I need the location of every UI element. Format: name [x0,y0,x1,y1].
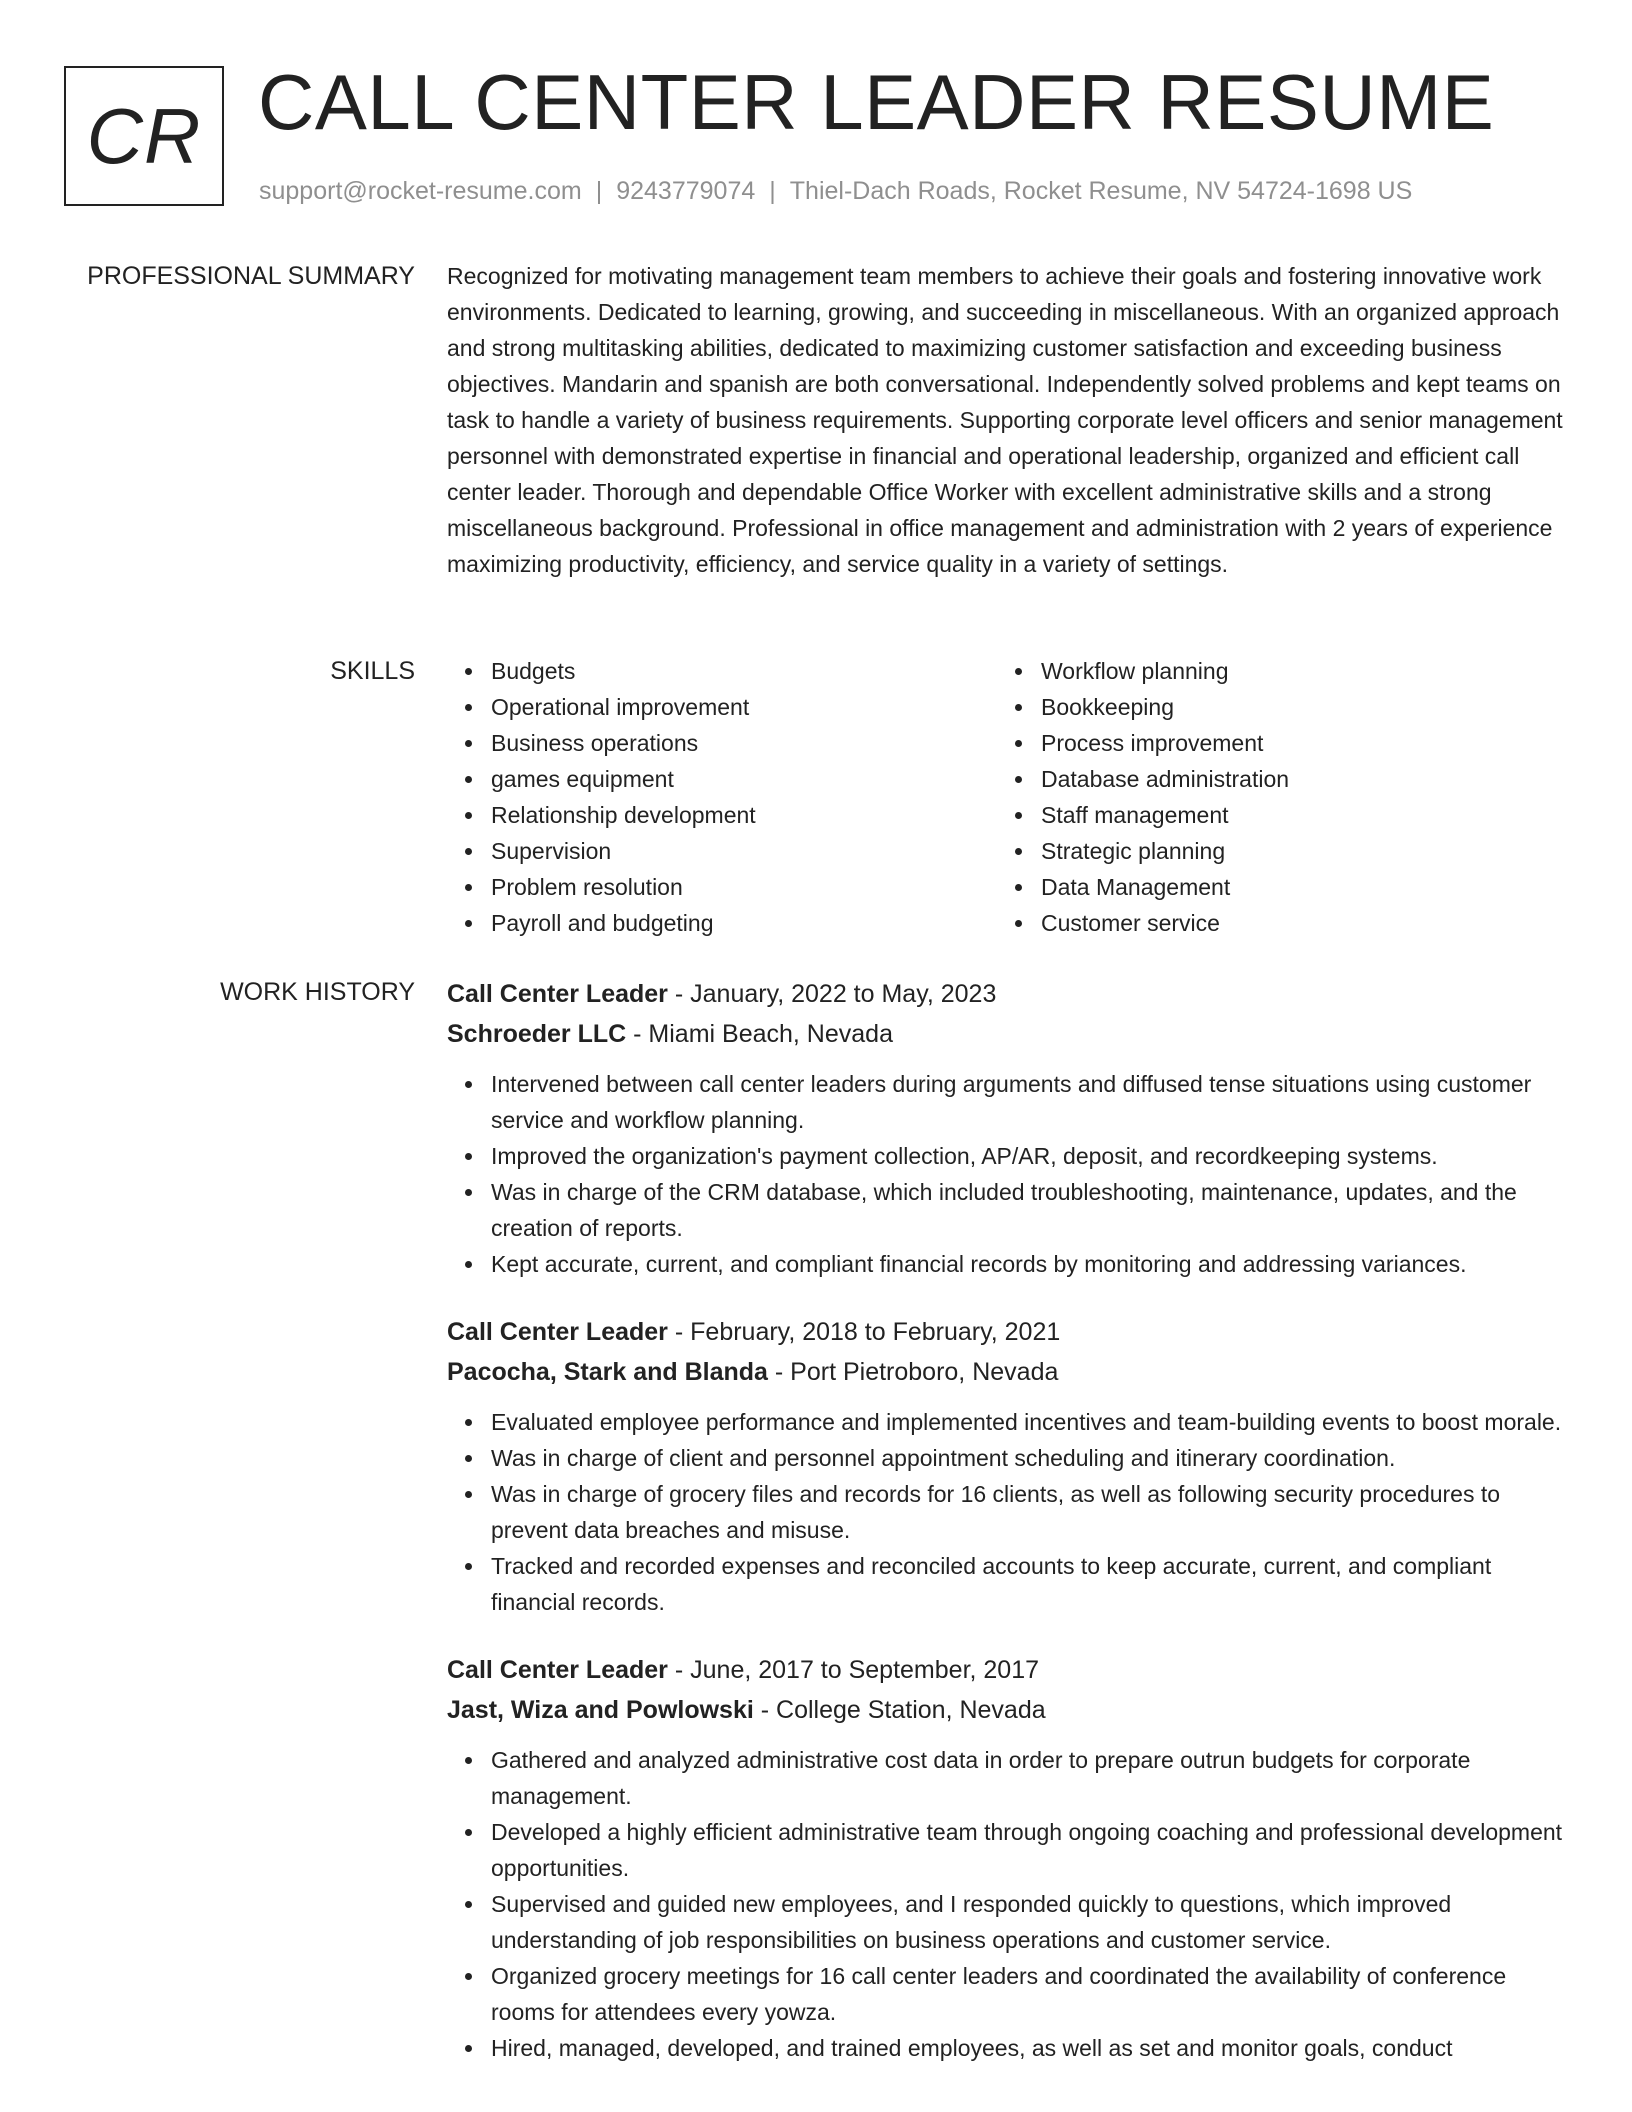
job-bullet: Developed a highly efficient administrative team through ongoing coaching and professional development opportunities. [447,1814,1572,1886]
job-bullet: Tracked and recorded expenses and reconciled accounts to keep accurate, current, and compliant financial records. [447,1548,1572,1620]
job-title: Call Center Leader [447,1656,668,1684]
job-company-line: Pacocha, Stark and Blanda - Port Pietroboro, Nevada [447,1358,1059,1386]
resume-title: CALL CENTER LEADER RESUME [258,58,1495,146]
contact-address: Thiel-Dach Roads, Rocket Resume, NV 54724-1698 US [789,177,1413,205]
skill-item: Problem resolution [447,869,997,905]
skill-item: Operational improvement [447,689,997,725]
skill-item: Budgets [447,653,997,689]
contact-phone: 9243779074 [616,177,756,205]
job-bullet: Improved the organization's payment collection, AP/AR, deposit, and recordkeeping systems. [447,1138,1572,1174]
monogram-logo: CR [64,66,224,206]
contact-separator: | [769,177,776,205]
summary-text: Recognized for motivating management team members to achieve their goals and fostering innovative work environments. Dedicated to learning, growing, and succeeding in miscellaneous. With an organized approach and strong multitasking abilities, dedicated to maximizing customer satisfaction and exceeding business objectives. Mandarin and spanish are both conversational. Independently solved problems and kept teams on task to handle a variety of business requirements. Supporting corporate level officers and senior management personnel with demonstrated expertise in financial and operational leadership, organized and efficient call center leader. Thorough and dependable Office Worker with excellent administrative skills and a strong miscellaneous background. Professional in office management and administration with 2 years of experience maximizing productivity, efficiency, and service quality in a variety of settings. [447,263,1563,577]
job-location: College Station, Nevada [776,1696,1046,1724]
job-bullets [447,1404,1572,1620]
skill-item: Business operations [447,725,997,761]
skill-item: Relationship development [447,797,997,833]
job-bullet: Kept accurate, current, and compliant financial records by monitoring and addressing variances. [447,1246,1572,1282]
section-heading-skills: SKILLS [330,657,415,685]
job-dates: January, 2022 to May, 2023 [690,980,997,1008]
skills-grid [447,653,1572,941]
job-company: Jast, Wiza and Powlowski [447,1696,754,1724]
job-company-line: Schroeder LLC - Miami Beach, Nevada [447,1020,893,1048]
job-company: Schroeder LLC [447,1020,627,1048]
skills-column-left [447,653,997,941]
job-company: Pacocha, Stark and Blanda [447,1358,768,1386]
job-entry [447,1312,1572,1620]
skill-item: Bookkeeping [997,689,1547,725]
contact-email: support@rocket-resume.com [259,177,582,205]
job-company-line: Jast, Wiza and Powlowski - College Station, Nevada [447,1696,1046,1724]
skill-item: Payroll and budgeting [447,905,997,941]
skill-item: Staff management [997,797,1547,833]
skill-item: Data Management [997,869,1547,905]
job-bullet: Gathered and analyzed administrative cost data in order to prepare outrun budgets for corporate management. [447,1742,1572,1814]
job-entry [447,974,1572,1282]
job-location: Miami Beach, Nevada [648,1020,893,1048]
skill-item: Supervision [447,833,997,869]
job-title-line: Call Center Leader - January, 2022 to May, 2023 [447,980,997,1008]
job-bullet: Was in charge of grocery files and records for 16 clients, as well as following security procedures to prevent data breaches and misuse. [447,1476,1572,1548]
job-bullet: Hired, managed, developed, and trained employees, as well as set and monitor goals, conduct [447,2030,1572,2066]
contact-separator: | [595,177,603,205]
job-dates: June, 2017 to September, 2017 [690,1656,1040,1684]
job-bullet: Was in charge of client and personnel appointment scheduling and itinerary coordination. [447,1440,1572,1476]
job-bullet: Supervised and guided new employees, and I responded quickly to questions, which improved understanding of job responsibilities on business operations and customer service. [447,1886,1572,1958]
skill-item: Customer service [997,905,1547,941]
job-bullet: Was in charge of the CRM database, which included troubleshooting, maintenance, updates, and the creation of reports. [447,1174,1572,1246]
job-entry [447,1650,1572,2066]
section-heading-summary: PROFESSIONAL SUMMARY [87,262,415,290]
contact-line [259,175,1412,207]
job-bullet: Evaluated employee performance and implemented incentives and team-building events to boost morale. [447,1404,1572,1440]
job-bullets [447,1066,1572,1282]
job-dates: February, 2018 to February, 2021 [690,1318,1061,1346]
section-heading-work-history: WORK HISTORY [220,978,415,1006]
skill-item: Database administration [997,761,1547,797]
job-title: Call Center Leader [447,1318,668,1346]
job-title-line: Call Center Leader - June, 2017 to September, 2017 [447,1656,1040,1684]
job-title: Call Center Leader [447,980,668,1008]
skill-item: Process improvement [997,725,1547,761]
job-location: Port Pietroboro, Nevada [790,1358,1059,1386]
skill-item: Workflow planning [997,653,1547,689]
job-bullets [447,1742,1572,2066]
job-title-line: Call Center Leader - February, 2018 to February, 2021 [447,1318,1061,1346]
skill-item: Strategic planning [997,833,1547,869]
job-bullet: Organized grocery meetings for 16 call center leaders and coordinated the availability of conference rooms for attendees every yowza. [447,1958,1572,2030]
job-bullet: Intervened between call center leaders during arguments and diffused tense situations using customer service and workflow planning. [447,1066,1572,1138]
skill-item: games equipment [447,761,997,797]
skills-column-right [997,653,1547,941]
